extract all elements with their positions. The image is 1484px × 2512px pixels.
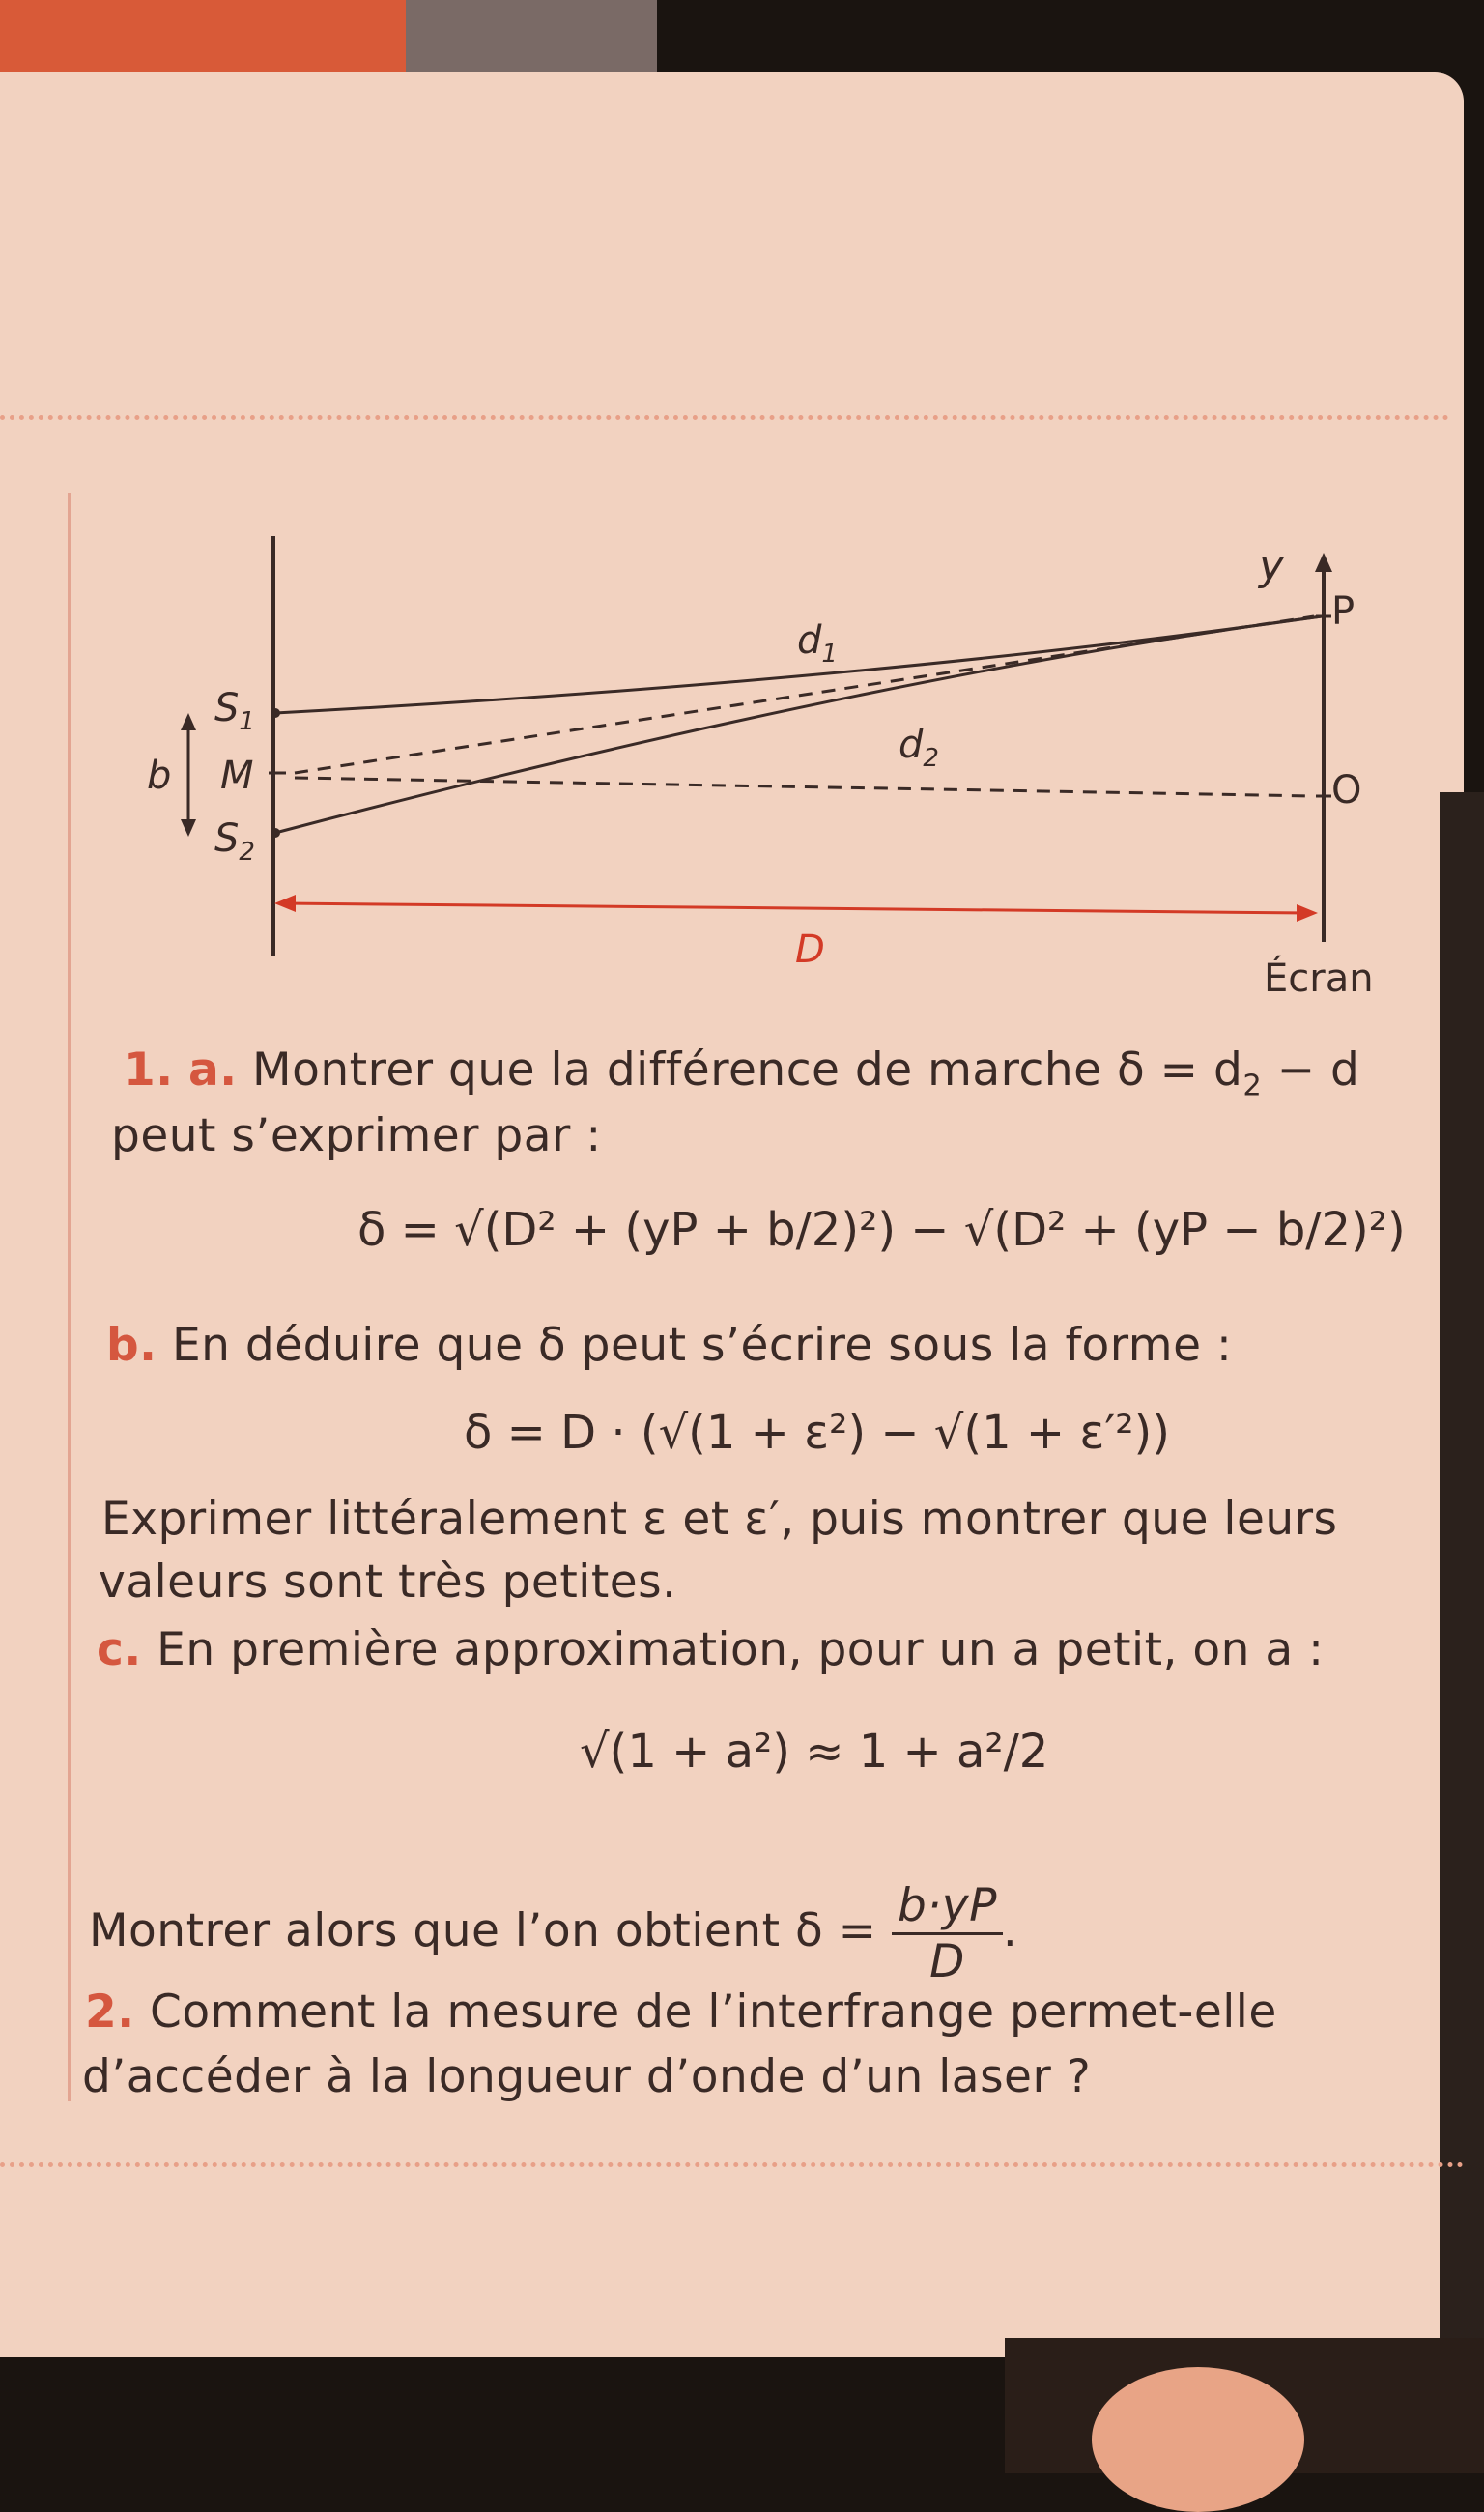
q1a-line2: peut s’exprimer par : <box>111 1109 602 1162</box>
formula-c: √(1 + a²) ≈ 1 + a²/2 <box>580 1725 1049 1779</box>
q1a-line1: 1. a. Montrer que la différence de marche $\delta = d_2 - d$ <box>124 1043 1360 1103</box>
q2-line1: 2. Comment la mesure de l’interfrange permet-elle <box>85 1985 1277 2039</box>
result-fraction <box>892 1879 1003 1988</box>
formula-b: δ = D · (√(1 + ε²) − √(1 + ε′²)) <box>464 1406 1170 1460</box>
fraction-numerator: b·yP <box>892 1879 1003 1935</box>
d2-label: $d_2$ <box>899 723 939 773</box>
m-label: M <box>220 754 254 798</box>
y-axis-label: y <box>1259 541 1285 590</box>
screen-label: Écran <box>1264 956 1374 1001</box>
fraction-denominator: D <box>929 1935 965 1988</box>
q1-number: 1. <box>124 1043 174 1097</box>
b-label: b <box>147 754 172 798</box>
q1b-text2-line1: Exprimer littéralement ε et ε′, puis montrer que leurs <box>101 1493 1338 1546</box>
q1a-label: a. <box>188 1043 238 1097</box>
p-label: P <box>1331 589 1356 634</box>
q1b-label: b. <box>106 1319 157 1372</box>
q1c-line: c. En première approximation, pour un a petit, on a : <box>97 1623 1325 1676</box>
formula-a: δ = √(D² + (yP + b/2)²) − √(D² + (yP − b/2)²) <box>357 1203 1406 1257</box>
s2-label: $S_2$ <box>214 816 255 867</box>
s1-label: $S_1$ <box>214 686 255 736</box>
q1b-line: b. En déduire que δ peut s’écrire sous la forme : <box>106 1319 1233 1372</box>
d-distance-label: D <box>795 928 825 972</box>
d1-label: $d_1$ <box>797 618 838 669</box>
q1c-text2: Montrer alors que l’on obtient δ = $\frac{b\cdot yP}{D}$ . <box>89 1879 1018 1988</box>
q1b-text2-line2: valeurs sont très petites. <box>99 1556 677 1609</box>
q2-number: 2. <box>85 1985 135 2039</box>
q2-line2: d’accéder à la longueur d’onde d’un laser ? <box>82 2050 1092 2103</box>
q1c-label: c. <box>97 1623 142 1676</box>
o-label: O <box>1331 768 1362 813</box>
